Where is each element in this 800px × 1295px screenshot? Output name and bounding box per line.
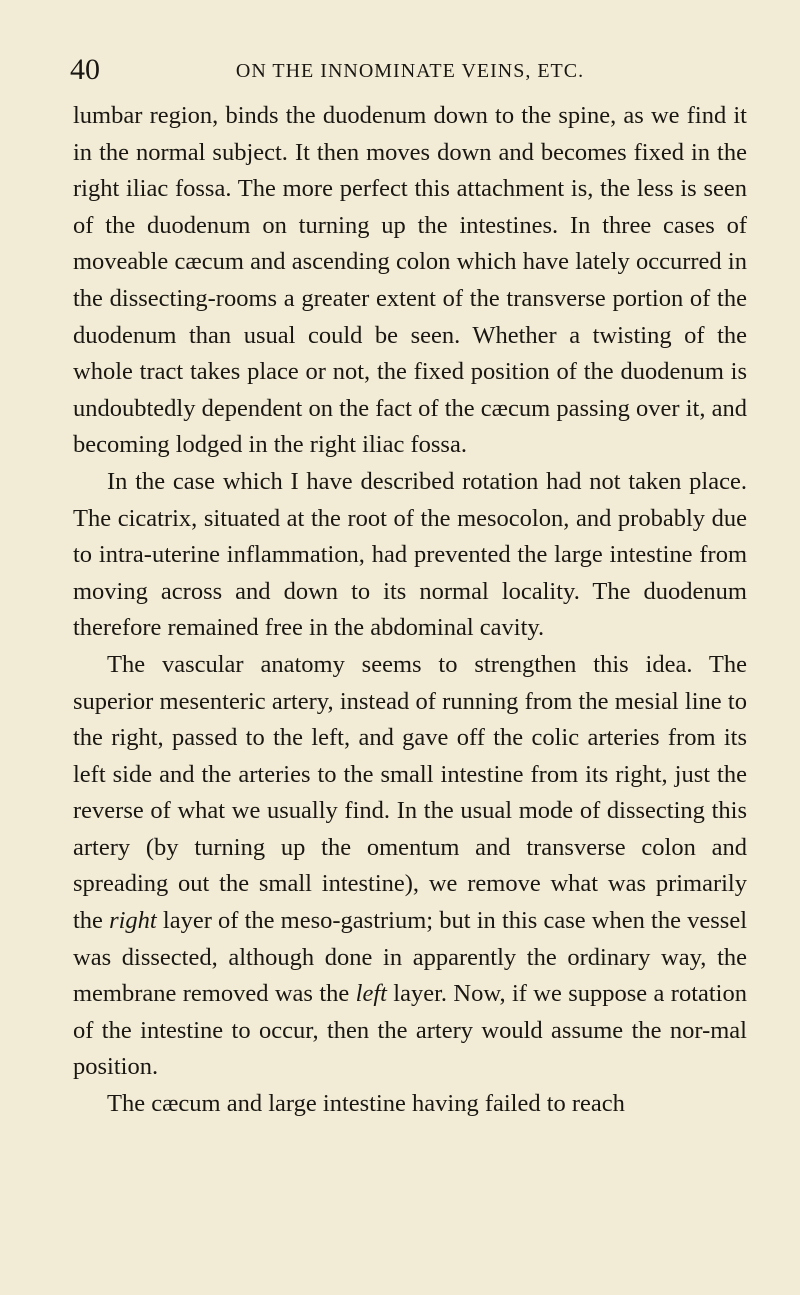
running-title: ON THE INNOMINATE VEINS, ETC. [235,60,585,82]
italic-right: right [109,907,157,935]
paragraph-1: lumbar region, binds the duodenum down to the spine, as we find it in the normal subject. It then moves down and becomes fixed in the right iliac fossa. The more perfect this attachment is, the less is seen of the duodenum on turning up the intestines. In three cases of moveable cæcum and ascending colon which have lately occurred in the dissecting-rooms a greater extent of the transverse portion of the duodenum than usual could be seen. Whether a twisting of the whole tract takes place or not, the fixed position of the duodenum is undoubtedly dependent on the fact of the cæcum passing over it, and becoming lodged in the right iliac fossa. [73,102,747,459]
paragraph-3-text-c: layer. Now, if we suppose a rotation of the intestine to occur, then the artery would assume the nor-mal position. [73,980,747,1081]
paragraph-3 [73,647,747,1086]
running-head [70,52,750,92]
paragraph-2: In the case which I have described rotation had not taken place. The cicatrix, situated at the root of the mesocolon, and probably due to intra-uterine inflammation, had prevented the large intestine from moving across and down to its normal locality. The duodenum therefore remained free in the abdominal cavity. [73,467,747,642]
paragraph-4: The cæcum and large intestine having failed to reach [107,1090,625,1118]
italic-left: left [355,980,387,1008]
paragraph-3-text-a: The vascular anatomy seems to strengthen this idea. The superior mesenteric artery, instead of running from the mesial line to the right, passed to the left, and gave off the colic arteries from its left side and the arteries to the small intestine from its right, just the reverse of what we usually find. In the usual mode of dissecting this artery (by turning up the omentum and transverse colon and spreading out the small intestine), we remove what was primarily the [73,650,747,935]
paragraph-3-text-b: layer of the meso-gastrium; but in this case when the vessel was dissected, although done in apparently the ordinary way, the membrane removed was the [73,907,747,1008]
page-number: 40 [70,53,100,86]
body-text [73,98,747,1123]
